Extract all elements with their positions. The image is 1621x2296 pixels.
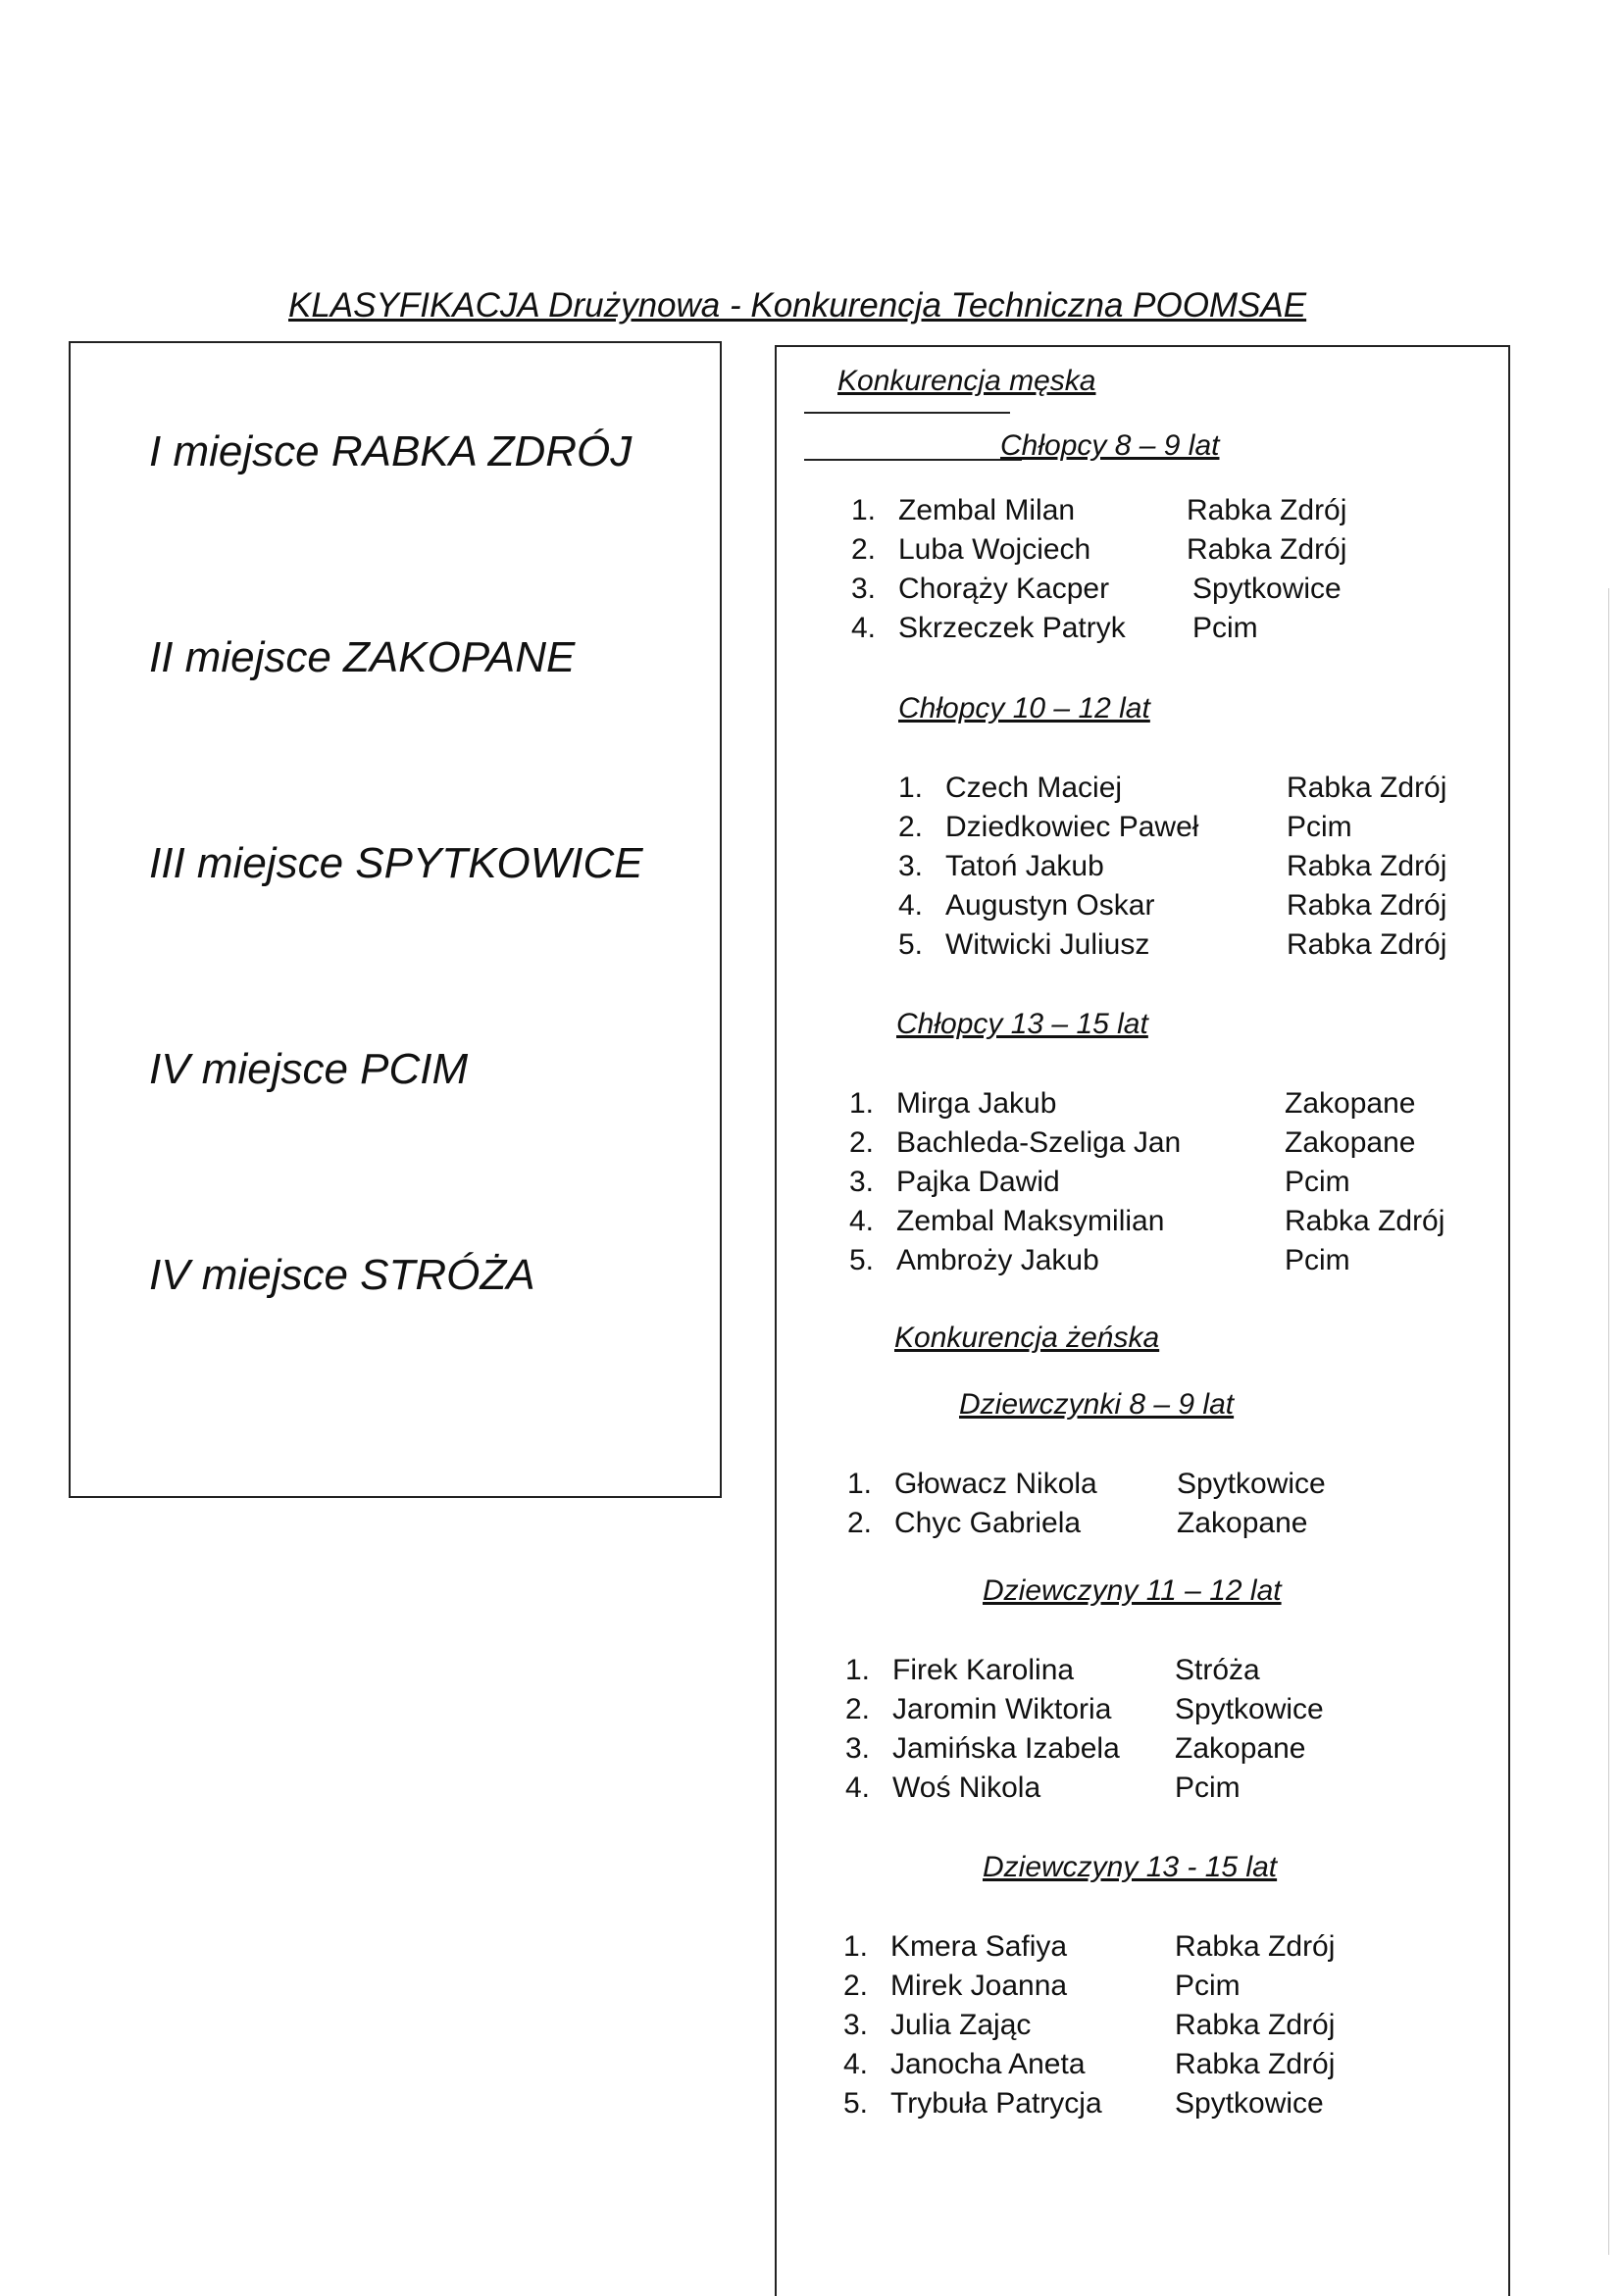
competitor-name: Augustyn Oskar	[945, 889, 1155, 922]
rank-number: 2.	[843, 1970, 869, 2002]
club-name: Stróża	[1175, 1654, 1260, 1686]
competitor-name: Firek Karolina	[892, 1654, 1075, 1686]
team-ranking-box	[69, 341, 722, 1498]
club-name: Zakopane	[1285, 1126, 1416, 1159]
place-4: IV miejsce PCIM	[149, 1045, 469, 1093]
club-name: Rabka Zdrój	[1175, 2048, 1336, 2080]
rank-number: 2.	[898, 811, 924, 843]
category-title: Chłopcy 8 – 9 lat	[1000, 429, 1220, 462]
club-name: Pcim	[1285, 1166, 1350, 1198]
competitor-name: Jamińska Izabela	[892, 1732, 1120, 1765]
mens-heading: Konkurencja męska	[837, 365, 1096, 397]
competitor-name: Ambroży Jakub	[896, 1244, 1099, 1276]
rank-number: 2.	[851, 533, 877, 566]
club-name: Pcim	[1287, 811, 1352, 843]
competitor-name: Trybuła Patrycja	[890, 2087, 1102, 2120]
competitor-name: Chyc Gabriela	[894, 1507, 1082, 1539]
competitor-name: Zembal Milan	[898, 494, 1076, 526]
document-title: KLASYFIKACJA Drużynowa - Konkurencja Techniczna POOMSAE	[288, 286, 1307, 324]
club-name: Rabka Zdrój	[1187, 494, 1347, 526]
club-name: Rabka Zdrój	[1187, 533, 1347, 566]
rank-number: 1.	[898, 772, 924, 804]
club-name: Spytkowice	[1175, 2087, 1324, 2120]
club-name: Rabka Zdrój	[1287, 772, 1447, 804]
club-name: Pcim	[1175, 1772, 1241, 1804]
womens-heading: Konkurencja żeńska	[894, 1322, 1160, 1354]
competitor-name: Luba Wojciech	[898, 533, 1091, 566]
rank-number: 5.	[843, 2087, 869, 2120]
club-name: Zakopane	[1285, 1087, 1416, 1120]
rank-number: 4.	[843, 2048, 869, 2080]
club-name: Rabka Zdrój	[1287, 928, 1447, 961]
competitor-name: Julia Zając	[890, 2009, 1032, 2041]
category-title: Dziewczyny 11 – 12 lat	[983, 1574, 1282, 1607]
competitor-name: Mirga Jakub	[896, 1087, 1057, 1120]
individual-results-box	[775, 345, 1510, 2296]
rank-number: 4.	[849, 1205, 875, 1237]
rank-number: 1.	[843, 1930, 869, 1963]
club-name: Rabka Zdrój	[1287, 889, 1447, 922]
rank-number: 3.	[851, 573, 877, 605]
rank-number: 1.	[845, 1654, 871, 1686]
club-name: Rabka Zdrój	[1287, 850, 1447, 882]
competitor-name: Bachleda-Szeliga Jan	[896, 1126, 1182, 1159]
club-name: Pcim	[1285, 1244, 1350, 1276]
rank-number: 1.	[849, 1087, 875, 1120]
competitor-name: Kmera Safiya	[890, 1930, 1068, 1963]
club-name: Pcim	[1175, 1970, 1241, 2002]
place-3: III miejsce SPYTKOWICE	[149, 839, 643, 887]
rank-number: 5.	[849, 1244, 875, 1276]
category-title: Dziewczyny 13 - 15 lat	[983, 1851, 1278, 1883]
club-name: Rabka Zdrój	[1175, 2009, 1336, 2041]
rank-number: 1.	[847, 1468, 873, 1500]
place-5: IV miejsce STRÓŻA	[149, 1251, 535, 1299]
competitor-name: Chorąży Kacper	[898, 573, 1110, 605]
club-name: Zakopane	[1175, 1732, 1306, 1765]
competitor-name: Pajka Dawid	[896, 1166, 1060, 1198]
category-title: Dziewczynki 8 – 9 lat	[959, 1388, 1235, 1421]
competitor-name: Skrzeczek Patryk	[898, 612, 1126, 644]
competitor-name: Janocha Aneta	[890, 2048, 1086, 2080]
club-name: Spytkowice	[1175, 1693, 1324, 1725]
rank-number: 4.	[845, 1772, 871, 1804]
competitor-name: Woś Nikola	[892, 1772, 1041, 1804]
rank-number: 4.	[851, 612, 877, 644]
rank-number: 4.	[898, 889, 924, 922]
competitor-name: Mirek Joanna	[890, 1970, 1068, 2002]
rank-number: 3.	[898, 850, 924, 882]
competitor-name: Zembal Maksymilian	[896, 1205, 1165, 1237]
club-name: Pcim	[1192, 612, 1258, 644]
club-name: Spytkowice	[1192, 573, 1342, 605]
club-name: Zakopane	[1177, 1507, 1308, 1539]
club-name: Rabka Zdrój	[1285, 1205, 1445, 1237]
competitor-name: Głowacz Nikola	[894, 1468, 1097, 1500]
category-rule	[804, 459, 1022, 461]
rank-number: 3.	[843, 2009, 869, 2041]
competitor-name: Witwicki Juliusz	[945, 928, 1150, 961]
category-title: Chłopcy 13 – 15 lat	[896, 1008, 1148, 1040]
rank-number: 3.	[849, 1166, 875, 1198]
competitor-name: Jaromin Wiktoria	[892, 1693, 1112, 1725]
place-1: I miejsce RABKA ZDRÓJ	[149, 427, 633, 475]
rank-number: 2.	[845, 1693, 871, 1725]
scan-edge-line	[1608, 588, 1609, 2255]
category-title: Chłopcy 10 – 12 lat	[898, 692, 1150, 724]
competitor-name: Tatoń Jakub	[945, 850, 1104, 882]
competitor-name: Dziedkowiec Paweł	[945, 811, 1199, 843]
club-name: Spytkowice	[1177, 1468, 1326, 1500]
rank-number: 1.	[851, 494, 877, 526]
heading-rule	[804, 412, 1010, 414]
rank-number: 3.	[845, 1732, 871, 1765]
place-2: II miejsce ZAKOPANE	[149, 633, 576, 681]
competitor-name: Czech Maciej	[945, 772, 1123, 804]
rank-number: 2.	[847, 1507, 873, 1539]
rank-number: 5.	[898, 928, 924, 961]
rank-number: 2.	[849, 1126, 875, 1159]
club-name: Rabka Zdrój	[1175, 1930, 1336, 1963]
